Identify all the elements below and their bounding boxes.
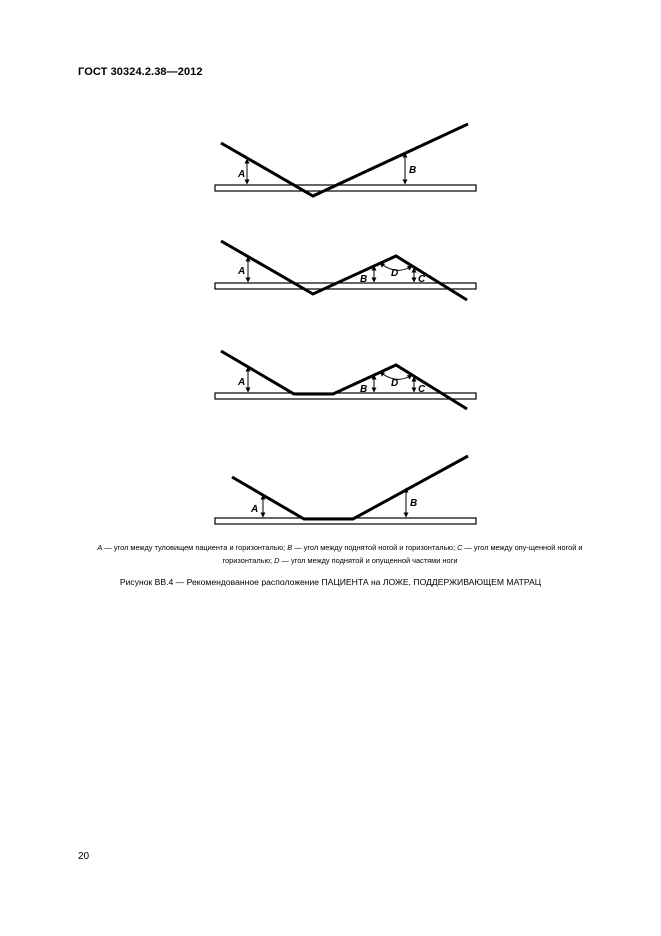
mattress-bar <box>215 283 476 289</box>
label-c: C <box>418 274 426 285</box>
legend-letter-a: A <box>97 543 103 552</box>
label-d: D <box>391 268 399 279</box>
figure-caption: Рисунок ВВ.4 — Рекомендованное расположение ПАЦИЕНТА на ЛОЖЕ, ПОДДЕРЖИВАЮЩЕМ МАТРАЦ <box>119 577 542 587</box>
document-header: ГОСТ 30324.2.38—2012 <box>78 66 203 78</box>
legend-text-d: — угол между поднятой и опущенной частями ноги <box>279 556 458 565</box>
label-d: D <box>391 378 399 389</box>
patient-body-line <box>221 351 467 409</box>
label-a: A <box>238 169 246 180</box>
legend-letter-b: B <box>287 543 293 552</box>
legend-text-c: — угол между опу-щенной ногой и горизонталью; <box>222 543 583 565</box>
diagram-1 <box>215 124 476 196</box>
diagram-2 <box>215 241 476 300</box>
patient-body-line <box>232 456 468 519</box>
legend-letter-d: D <box>274 556 280 565</box>
legend-letter-c: C <box>457 543 463 552</box>
label-a: A <box>238 377 246 388</box>
label-b: B <box>409 165 417 176</box>
mattress-bar <box>215 393 476 399</box>
diagram-4 <box>215 456 476 524</box>
label-a: A <box>251 504 259 515</box>
label-c: C <box>418 384 426 395</box>
mattress-bar <box>215 185 476 191</box>
label-b: B <box>360 274 368 285</box>
label-a: A <box>238 266 246 277</box>
label-b: B <box>410 498 418 509</box>
patient-body-line <box>221 241 467 300</box>
label-b: B <box>360 384 368 395</box>
legend-text-a: — угол между туловищем пациента и горизонталью; <box>102 543 288 552</box>
page-number: 20 <box>78 851 90 862</box>
diagram-3 <box>215 351 476 409</box>
legend-text-b: — угол между поднятой ногой и горизонталью; <box>292 543 458 552</box>
figure-legend <box>80 541 600 567</box>
